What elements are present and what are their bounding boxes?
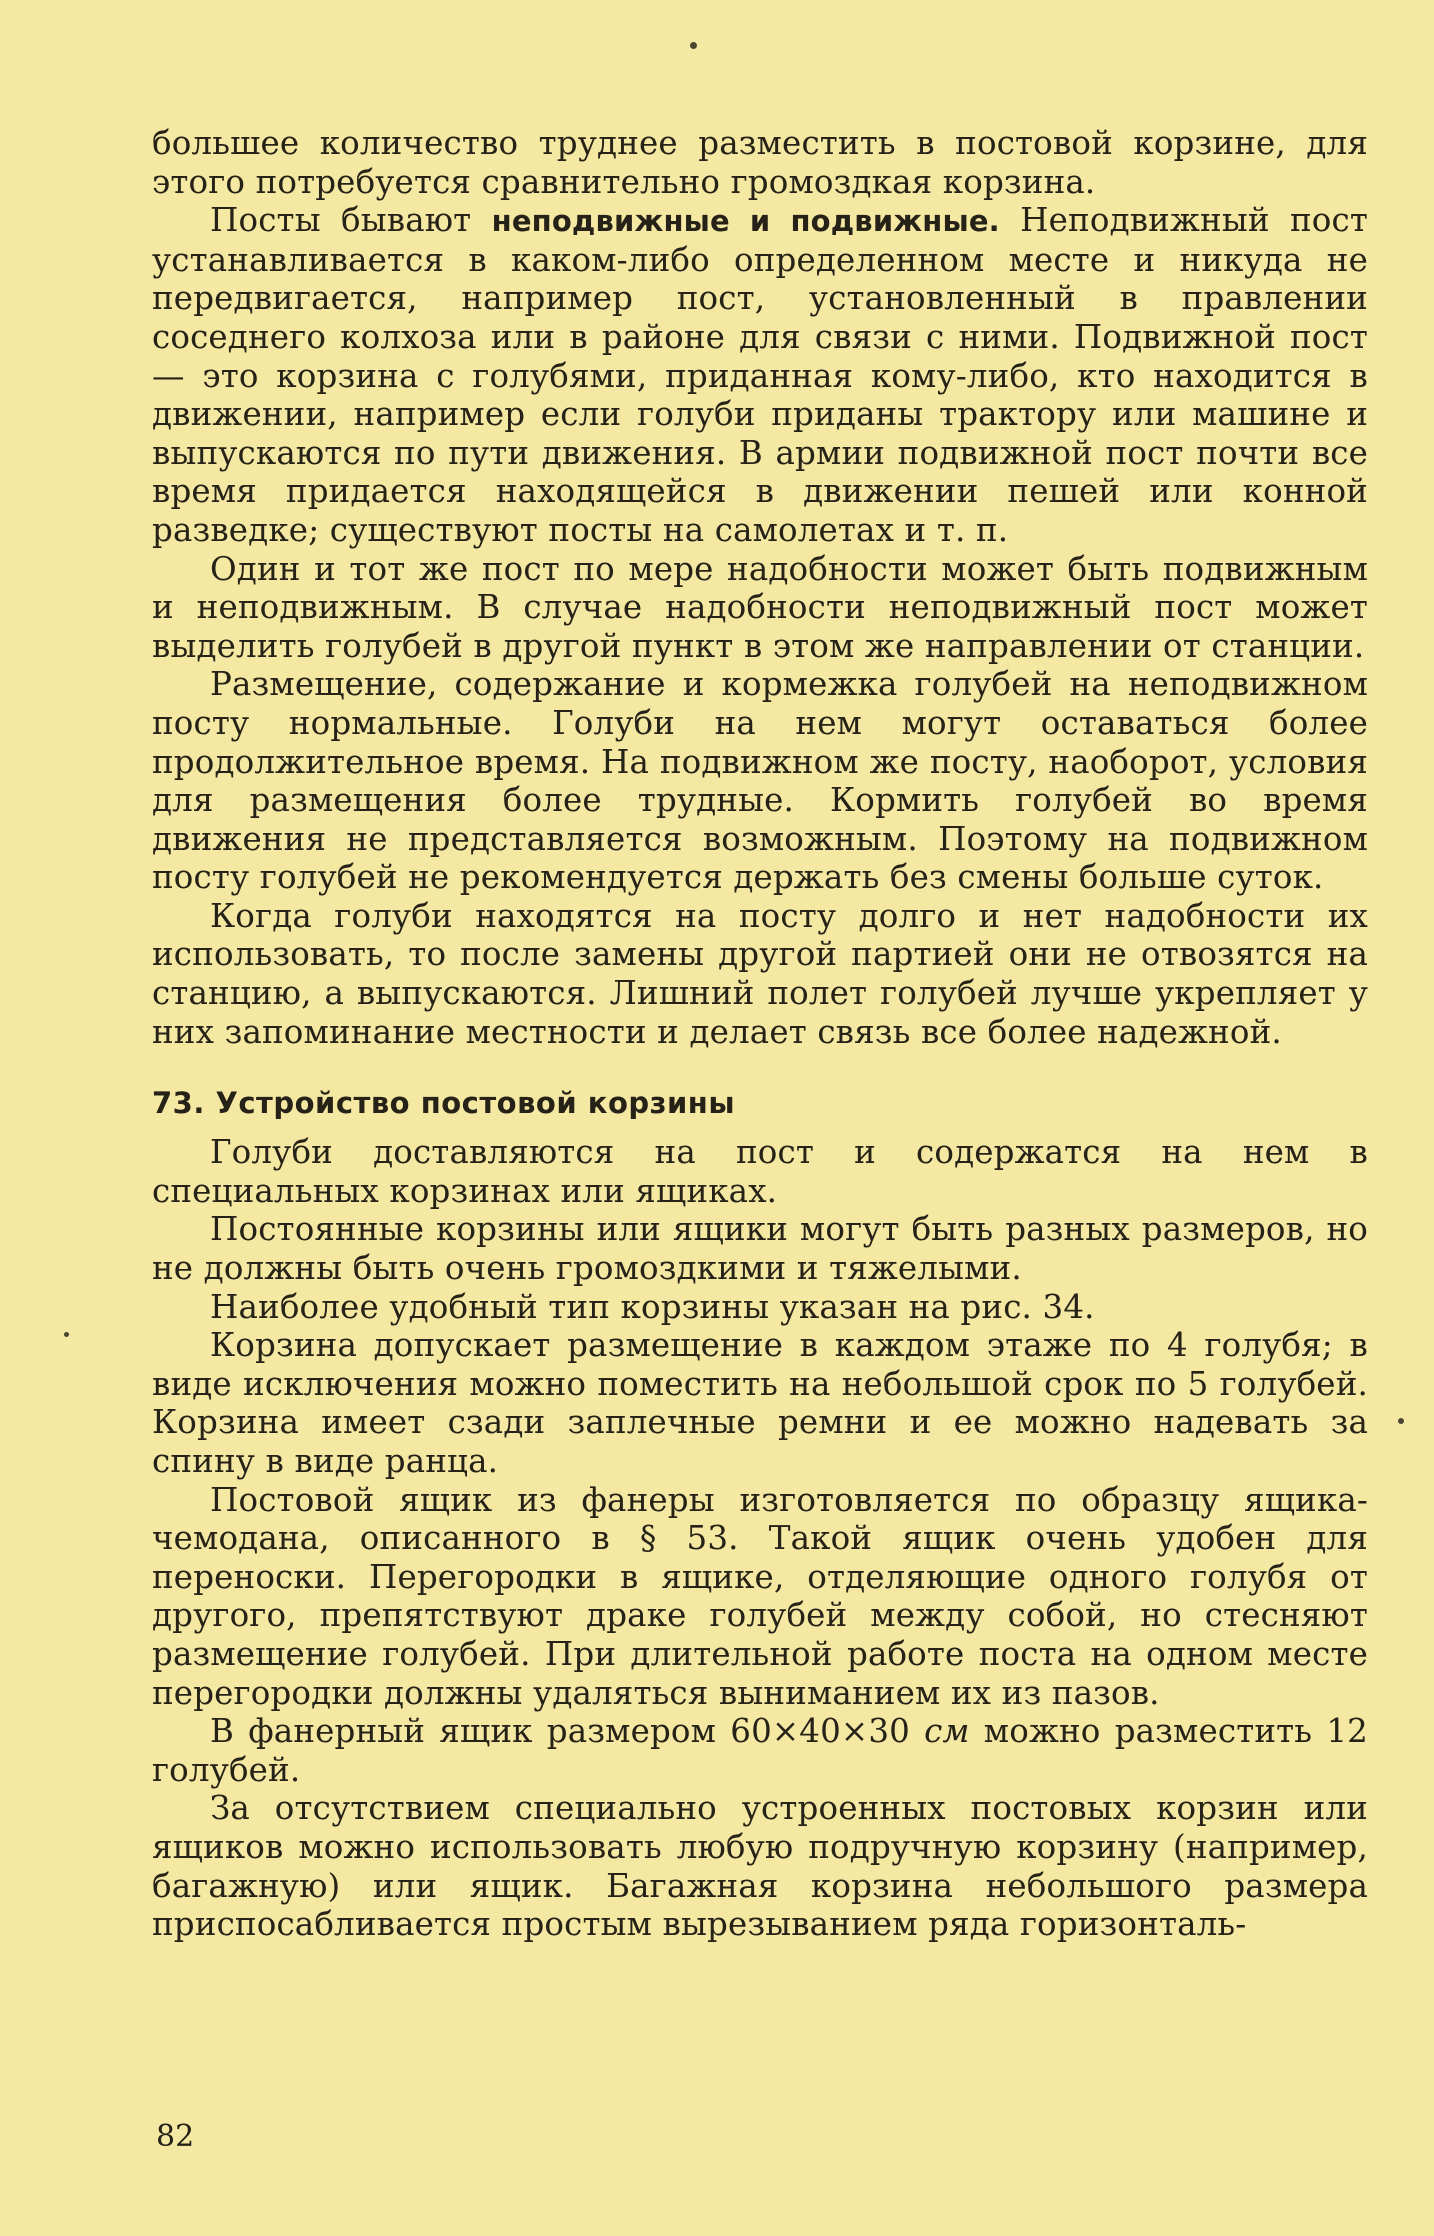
paragraph-basket-type: Наиболее удобный тип корзины указан на рис. 34. (210, 1287, 1095, 1326)
paragraph-box-size (152, 1712, 1368, 1789)
paragraph-makeshift-basket: За отсутствием специально устроенных постовых корзин или ящиков можно использовать любую подручную корзину (например, багажную) или ящик. Багажная корзина небольшого размера приспосабливается простым вырезыванием ряда горизонталь- (152, 1789, 1368, 1944)
paragraph-placement: Размещение, содержание и кормежка голубей на неподвижном посту нормальные. Голуби на нем могут оставаться более продолжительное время. На подвижном же посту, наоборот, условия для размещения более трудные. Кормить голубей во время движения не представляется возможным. Поэтому на подвижном посту голубей не рекомендуется держать без смены больше суток. (152, 665, 1368, 897)
paragraph-permanent-baskets: Постоянные корзины или ящики могут быть разных размеров, но не должны быть очень громоздкими и тяжелыми. (152, 1210, 1368, 1288)
paragraph-post-types (152, 201, 1368, 549)
paragraph-post-types-rest: Неподвижный пост устанавливается в каком-либо определенном месте и никуда не передвигается, например пост, установленный в правлении соседнего колхоза или в районе для связи с ними. Подвижной пост — это корзина с голубями, приданная кому-либо, кто находится в движении, например если голуби приданы трактору или машине и выпускаются по пути движения. В армии подвижной пост почти все время придается находящейся в движении пешей или конной разведке; существуют посты на самолетах и т. п. (152, 201, 1369, 549)
section-heading: 73. Устройство постовой корзины (152, 1086, 736, 1121)
paragraph-box-size-lead: В фанерный ящик размером 60×40×30 (210, 1712, 925, 1751)
paragraph-continuation: большее количество труднее разместить в постовой корзине, для этого потребуется сравнительно громоздкая корзина. (152, 124, 1368, 201)
unit-cm: см (924, 1712, 970, 1751)
paragraph-basket-capacity: Корзина допускает размещение в каждом этаже по 4 голубя; в виде исключения можно поместить на небольшой срок по 5 голубей. Корзина имеет сзади заплечные ремни и ее можно надевать за спину в виде ранца. (152, 1326, 1368, 1480)
page-body (152, 124, 1368, 1944)
paragraph-release: Когда голуби находятся на посту долго и нет надобности их использовать, то после замены другой партией они не отвозятся на станцию, а выпускаются. Лишний полет голубей лучше укрепляет у них запоминание местности и делает связь все более надежной. (152, 896, 1368, 1051)
page-number: 82 (156, 2119, 195, 2154)
scan-speck (690, 42, 697, 49)
paragraph-post-types-lead: Посты бывают (210, 201, 492, 240)
scan-speck (64, 1332, 69, 1337)
post-types-emphasis: неподвижные и подвижные. (491, 204, 1000, 239)
paragraph-same-post: Один и тот же пост по мере надобности может быть подвижным и неподвижным. В случае надобности неподвижный пост может выделить голубей в другой пункт в этом же направлении от станции. (152, 549, 1368, 665)
scan-speck (1398, 1418, 1404, 1424)
paragraph-delivery: Голуби доставляются на пост и содержатся на нем в специальных корзинах или ящиках. (152, 1133, 1368, 1210)
paragraph-box-size-rest: можно разместить 12 голубей. (152, 1712, 1368, 1789)
paragraph-plywood-box: Постовой ящик из фанеры изготовляется по образцу ящика-чемодана, описанного в § 53. Такой ящик очень удобен для переноски. Перегородки в ящике, отделяющие одного голубя от другого, препятствуют драке голубей между собой, но стесняют размещение голубей. При длительной работе поста на одном месте перегородки должны удаляться выниманием их из пазов. (152, 1480, 1368, 1712)
